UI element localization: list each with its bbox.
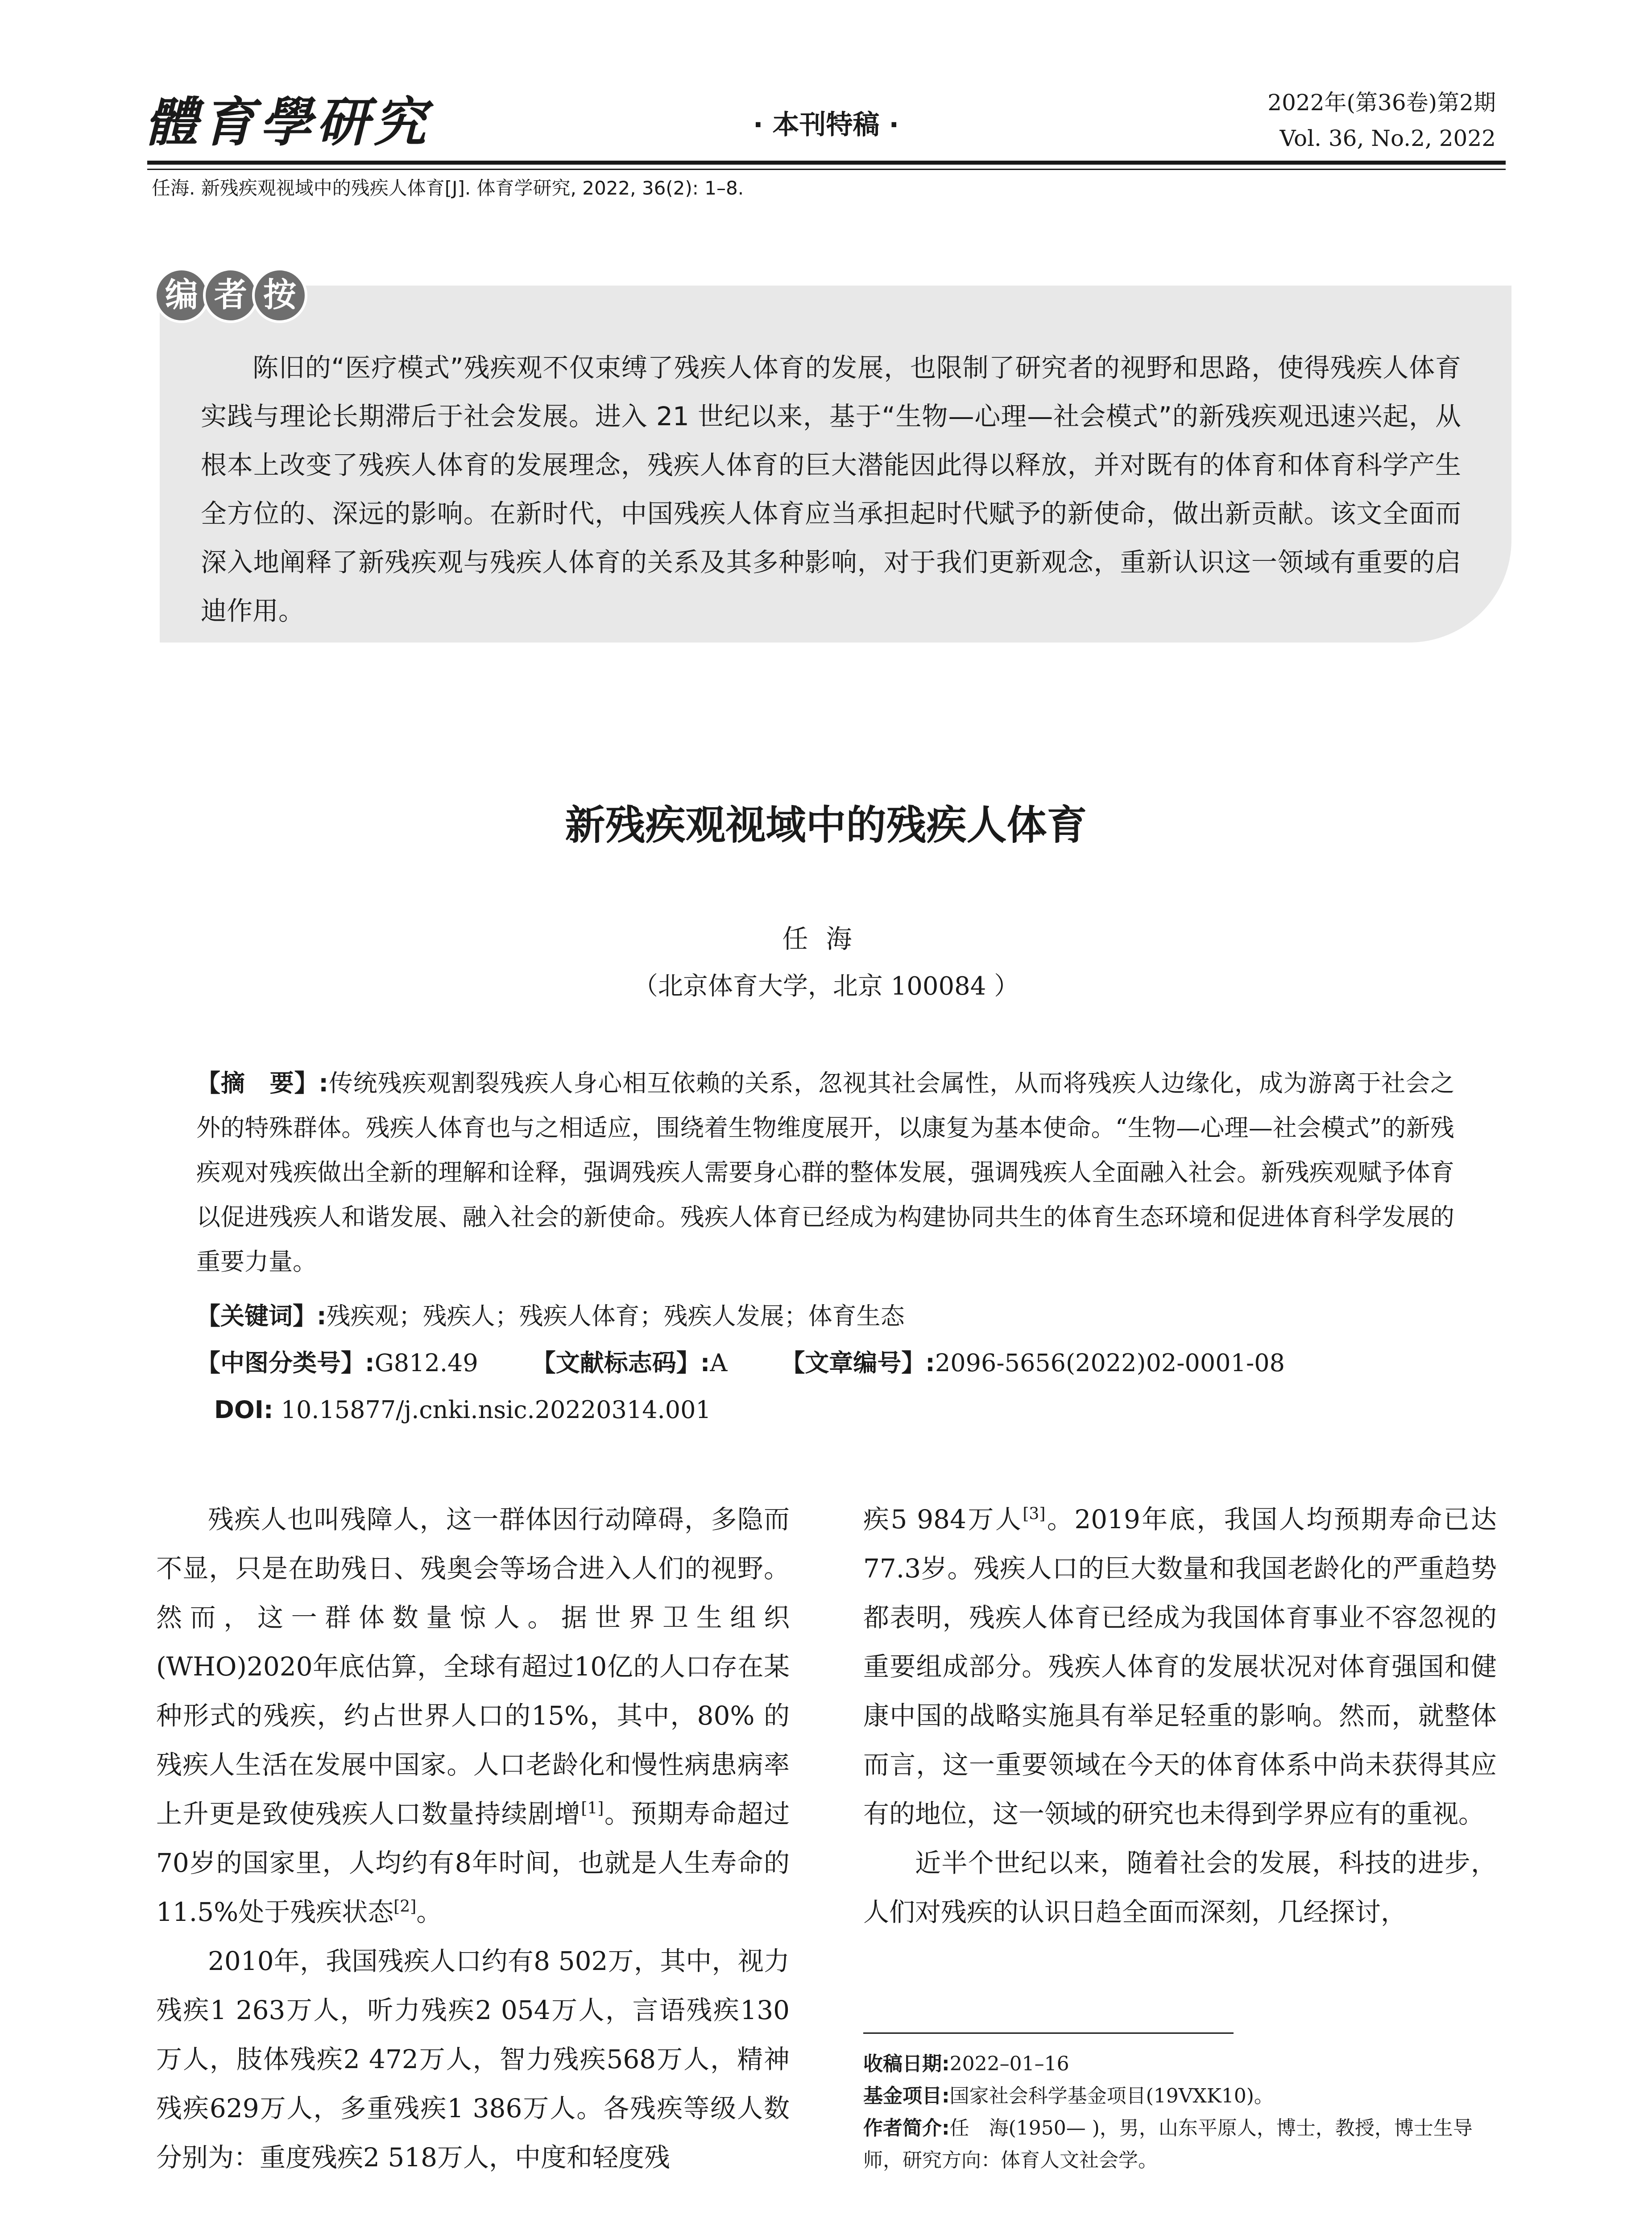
citation-ref[interactable]: [3] [1023, 1505, 1046, 1523]
badge-char: 按 [252, 268, 307, 323]
doi-value: 10.15877/j.cnki.nsic.20220314.001 [281, 1396, 711, 1424]
body-text: 残疾人也叫残障人，这一群体因行动障碍，多隐而不显，只是在助残日、残奥会等场合进入人们的视野。然而，这一群体数量惊人。据世界卫生组织(WHO)2020年底估算，全球有超过10亿的人口存在某种形式的残疾，约占世界人口的15%，其中，80% 的残疾人生活在发展中国家。人口老龄化和慢性病患病率上升更是致使残疾人口数量持续剧增 [156, 1504, 790, 1829]
bio-value: 任 海(1950— )，男，山东平原人，博士，教授，博士生导师，研究方向：体育人文社会学。 [863, 2117, 1473, 2172]
citation-ref[interactable]: [1] [581, 1799, 604, 1818]
body-text: 。2019年底，我国人均预期寿命已达77.3岁。残疾人口的巨大数量和我国老龄化的严重趋势都表明，残疾人体育已经成为我国体育事业不容忽视的重要组成部分。残疾人体育的发展状况对体育强国和健康中国的战略实施具有举足轻重的影响。然而，就整体而言，这一重要领域在今天的体育体系中尚未获得其应有的地位，这一领域的研究也未得到学界应有的重视。 [863, 1504, 1497, 1829]
issue-info-en: Vol. 36, No.2, 2022 [1279, 125, 1496, 151]
doi-line [214, 1388, 711, 1432]
clc-value: G812.49 [374, 1349, 478, 1377]
body-paragraph: 2010年，我国残疾人口约有8 502万，其中，视力残疾1 263万人，听力残疾2 054万人，言语残疾130万人，肢体残疾2 472万人，智力残疾568万人，精神残疾629万人，多重残疾1 386万人。各残疾等级人数分别为：重度残疾2 518万人，中度和轻度残 [156, 1946, 790, 2173]
body-paragraph [156, 1495, 790, 1937]
article-number-label: 【文章编号】: [781, 1349, 935, 1377]
header-rule-thin [147, 169, 1506, 170]
doi-label: DOI: [214, 1396, 273, 1424]
received-value: 2022–01–16 [949, 2053, 1069, 2075]
author-name: 任海 [782, 924, 870, 954]
body-column-left [156, 1495, 790, 2182]
body-text: 。 [416, 1897, 443, 1927]
keywords-label: 【关键词】: [196, 1302, 327, 1330]
footnote [863, 2048, 1506, 2177]
article-number-value: 2096-5656(2022)02-0001-08 [935, 1349, 1285, 1377]
abstract-text: 传统残疾观割裂残疾人身心相互依赖的关系，忽视其社会属性，从而将残疾人边缘化，成为游离于社会之外的特殊群体。残疾人体育也与之相适应，围绕着生物维度展开，以康复为基本使命。“生物—心理—社会模式”的新残疾观对残疾做出全新的理解和诠释，强调残疾人需要身心群的整体发展，强调残疾人全面融入社会。新残疾观赋予体育以促进残疾人和谐发展、融入社会的新使命。残疾人体育已经成为构建协同共生的体育生态环境和促进体育科学发展的重要力量。 [196, 1069, 1454, 1276]
body-paragraph: 近半个世纪以来，随着社会的发展，科技的进步，人们对残疾的认识日趋全面而深刻，几经探讨， [863, 1848, 1497, 1927]
classification-line [196, 1341, 1454, 1385]
citation-line: 任海. 新残疾观视域中的残疾人体育[J]. 体育学研究, 2022, 36(2): 1–8. [152, 177, 744, 199]
section-label: · 本刊特稿 · [753, 109, 899, 141]
body-paragraph [863, 1495, 1497, 1838]
header-rule [147, 161, 1506, 165]
body-text: 疾5 984万人 [863, 1504, 1023, 1534]
abstract-label: 【摘 要】: [196, 1069, 328, 1097]
citation-ref[interactable]: [2] [393, 1897, 417, 1916]
doc-code-label: 【文献标志码】: [531, 1349, 710, 1377]
body-text: 。预期寿命超过70岁的国家里，人均约有8年时间，也就是人生寿命的11.5%处于残疾状态 [156, 1799, 790, 1927]
paper-title: 新残疾观视域中的残疾人体育 [565, 802, 1087, 849]
badge-char: 编 [154, 268, 209, 323]
issue-info-cn: 2022年(第36卷)第2期 [1267, 90, 1496, 116]
clc-label: 【中图分类号】: [196, 1349, 375, 1377]
body-column-right [863, 1495, 1497, 1937]
keywords-text: 残疾观；残疾人；残疾人体育；残疾人发展；体育生态 [326, 1302, 905, 1330]
abstract [196, 1061, 1454, 1284]
fund-info [863, 2080, 1506, 2112]
fund-value: 国家社会科学基金项目(19VXK10)。 [949, 2085, 1274, 2107]
fund-label: 基金项目: [863, 2085, 950, 2107]
author-affiliation: （北京体育大学，北京 100084 ） [633, 972, 1019, 1001]
keywords [196, 1294, 1454, 1339]
editor-note-text: 陈旧的“医疗模式”残疾观不仅束缚了残疾人体育的发展，也限制了研究者的视野和思路，使得残疾人体育实践与理论长期滞后于社会发展。进入 21 世纪以来，基于“生物—心理—社会模式”的新残疾观迅速兴起，从根本上改变了残疾人体育的发展理念，残疾人体育的巨大潜能因此得以释放，并对既有的体育和体育科学产生全方位的、深远的影响。在新时代，中国残疾人体育应当承担起时代赋予的新使命，做出新贡献。该文全面而深入地阐释了新残疾观与残疾人体育的关系及其多种影响，对于我们更新观念，重新认识这一领域有重要的启迪作用。 [201, 352, 1461, 626]
doc-code-value: A [710, 1349, 728, 1377]
badge-char: 者 [203, 268, 258, 323]
received-date [863, 2048, 1506, 2080]
journal-logo: 體育學研究 [145, 91, 431, 153]
received-label: 收稿日期: [863, 2053, 950, 2075]
footnote-rule [863, 2032, 1234, 2034]
bio-label: 作者简介: [863, 2117, 950, 2140]
author-bio [863, 2112, 1506, 2177]
